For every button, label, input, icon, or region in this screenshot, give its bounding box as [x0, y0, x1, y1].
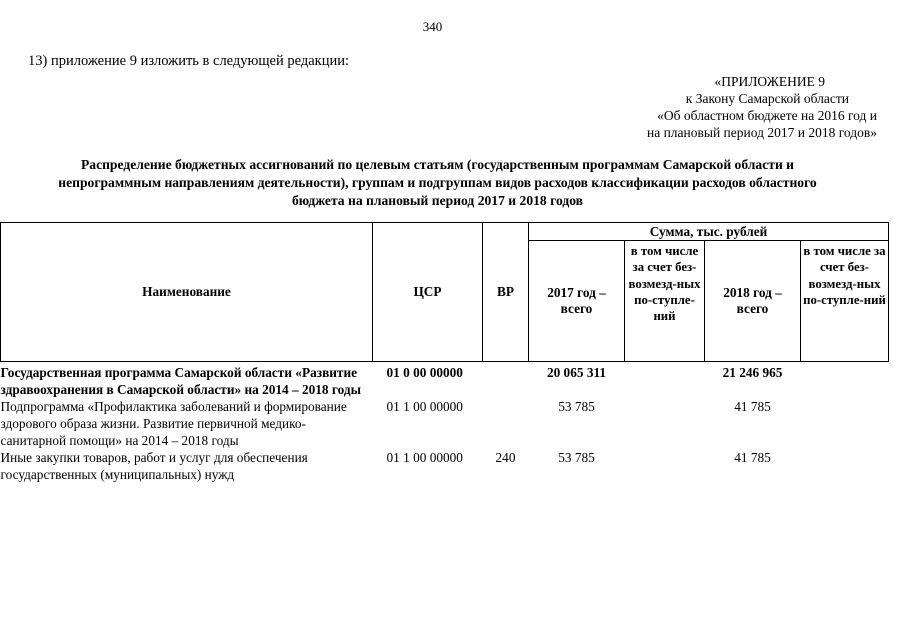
row-vr — [483, 364, 529, 398]
document-title-line-1: Распределение бюджетных ассигнований по целевым статьям (государственным программам Самарской области и — [80, 157, 795, 172]
row-2018-including — [801, 449, 889, 483]
header-2018-total: 2018 год – всего — [705, 241, 801, 362]
document-title — [0, 156, 875, 210]
amendment-intro: 13) приложение 9 изложить в следующей редакции: — [28, 53, 350, 69]
row-2017-total: 20 065 311 — [546, 365, 607, 380]
header-sum-group: Сумма, тыс. рублей — [529, 223, 889, 241]
row-name: Иные закупки товаров, работ и услуг для обеспечения государственных (муниципальных) нужд — [0, 450, 308, 482]
header-csr: ЦСР — [373, 223, 483, 362]
row-csr: 01 1 00 00000 — [386, 399, 463, 414]
document-title-line-3: бюджета на плановый период 2017 и 2018 годов — [291, 193, 584, 208]
table-row — [1, 398, 889, 449]
appendix-law-title-2: на плановый период 2017 и 2018 годов» — [646, 125, 877, 140]
document-title-line-2: непрограммным направлениям деятельности), группам и подгруппам видов расходов классификации расходов областного — [58, 175, 817, 190]
row-2017-total: 53 785 — [558, 450, 595, 465]
row-vr — [483, 398, 529, 449]
row-2017-total: 53 785 — [558, 399, 595, 414]
row-2018-total: 41 785 — [734, 399, 771, 414]
row-csr: 01 1 00 00000 — [386, 450, 463, 465]
budget-table — [0, 222, 889, 483]
row-csr: 01 0 00 00000 — [386, 365, 463, 380]
row-name: Государственная программа Самарской области «Развитие здравоохранения в Самарской области» на 2014 – 2018 годы — [0, 365, 361, 397]
header-vr: ВР — [483, 223, 529, 362]
row-2018-including — [801, 364, 889, 398]
page-number: 340 — [422, 19, 443, 34]
appendix-label: «ПРИЛОЖЕНИЕ 9 — [714, 74, 825, 89]
appendix-law-title-1: «Об областном бюджете на 2016 год и — [657, 108, 877, 123]
header-2018-including: в том числе за счет без-возмезд-ных по-ступле-ний — [801, 241, 889, 362]
table-row — [1, 449, 889, 483]
row-2017-including — [625, 398, 705, 449]
row-2017-including — [625, 364, 705, 398]
row-2018-including — [801, 398, 889, 449]
row-2017-including — [625, 449, 705, 483]
header-2017-total: 2017 год – всего — [529, 241, 625, 362]
table-row — [1, 364, 889, 398]
header-2017-including: в том числе за счет без-возмезд-ных по-ступле-ний — [625, 241, 705, 362]
row-2018-total: 21 246 965 — [722, 365, 783, 380]
row-vr: 240 — [495, 450, 516, 465]
row-2018-total: 41 785 — [734, 450, 771, 465]
header-name: Наименование — [1, 223, 373, 362]
row-name: Подпрограмма «Профилактика заболеваний и формирование здорового образа жизни. Развитие первичной медико-санитарной помощи» на 2014 – 2018 годы — [0, 399, 347, 448]
appendix-header — [647, 73, 877, 141]
appendix-law-ref: к Закону Самарской области — [685, 91, 849, 106]
